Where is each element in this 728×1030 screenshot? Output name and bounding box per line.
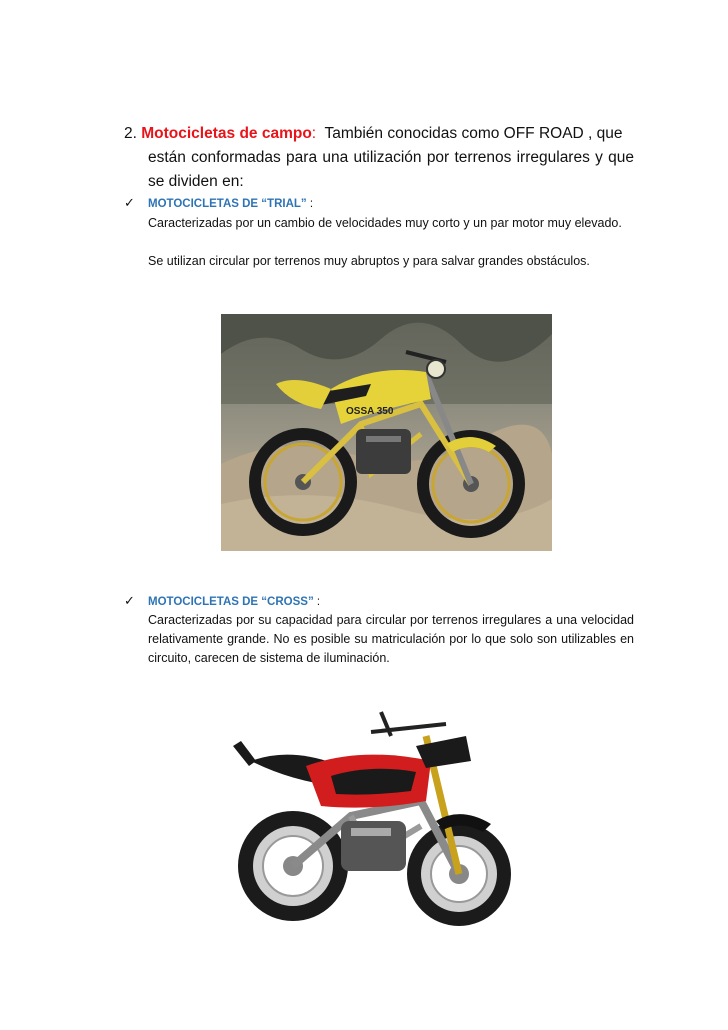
checkmark-icon: ✓ (124, 195, 135, 210)
section-intro-line1: También conocidas como OFF ROAD , que (324, 125, 623, 142)
trial-motorcycle-illustration (221, 314, 552, 551)
section-colon: : (311, 125, 317, 142)
checkmark-icon: ✓ (124, 593, 135, 608)
cross-title: MOTOCICLETAS DE “CROSS” (148, 596, 314, 608)
cross-motorcycle-illustration (221, 706, 517, 942)
cross-title-suffix: : (313, 596, 321, 608)
section-intro-rest: están conformadas para una utilización por terrenos irregulares y que se dividen en: (148, 149, 634, 190)
trial-title-suffix: : (306, 198, 314, 210)
trial-title: MOTOCICLETAS DE “TRIAL” (148, 198, 307, 210)
cross-motorcycle-photo (221, 706, 517, 942)
trial-paragraph-1: Caracterizadas por un cambio de velocidades muy corto y un par motor muy elevado. (148, 216, 622, 230)
section-title: Motocicletas de campo (141, 125, 312, 142)
trial-heading (124, 194, 634, 213)
trial-photo-text: OSSA 350 (346, 406, 394, 417)
cross-heading (124, 592, 634, 611)
trial-motorcycle-photo (221, 314, 552, 551)
cross-paragraph: Caracterizadas por su capacidad para circular por terrenos irregulares a una velocidad relativamente grande. No es posible su matriculación por lo que solo son utilizables en circuito, carecen de sistema de iluminación. (148, 613, 634, 665)
section-number: 2. (124, 125, 137, 142)
trial-paragraph-2: Se utilizan circular por terrenos muy abruptos y para salvar grandes obstáculos. (148, 254, 590, 268)
section-heading (124, 122, 634, 194)
